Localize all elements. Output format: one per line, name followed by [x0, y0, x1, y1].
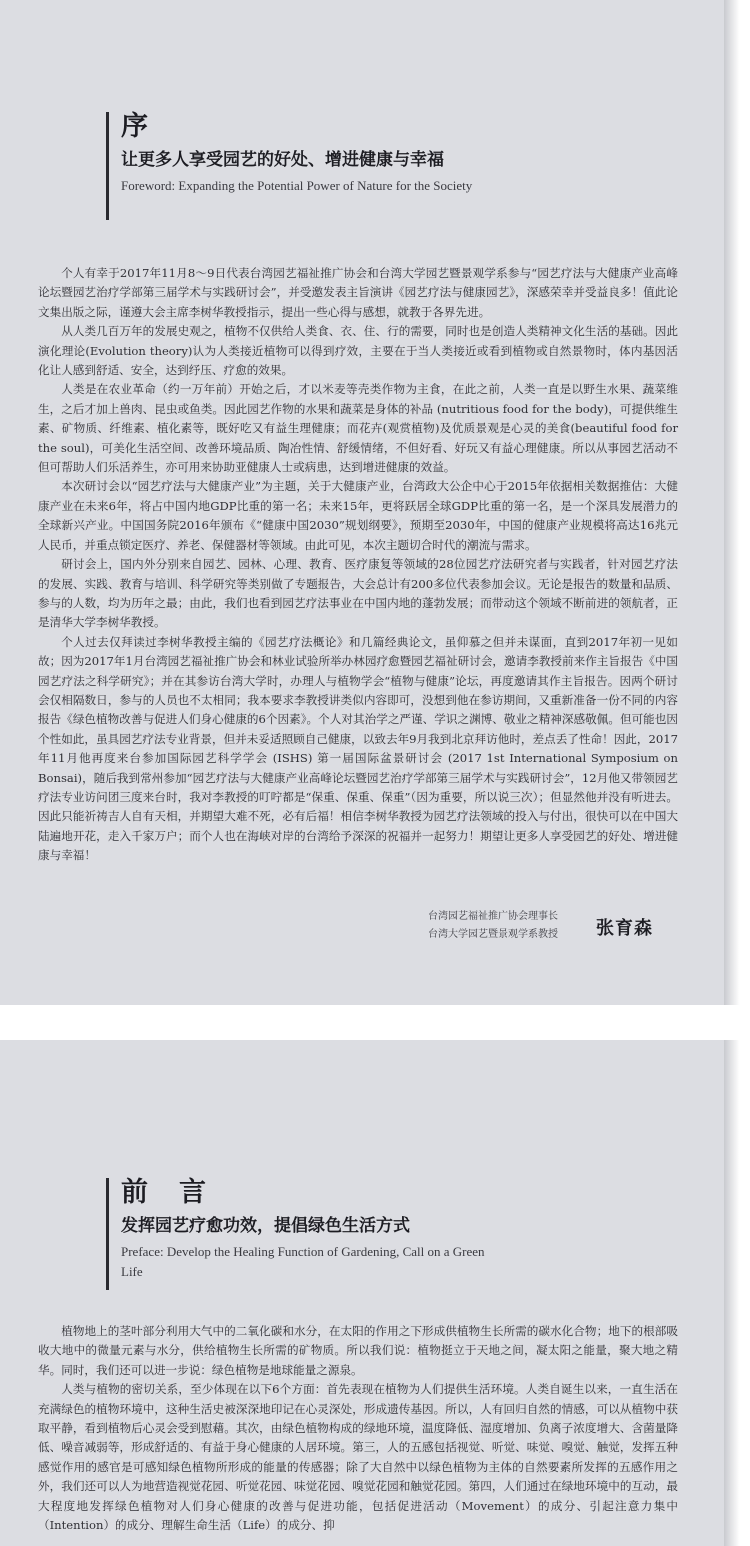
foreword-paragraph: 个人过去仅拜读过李树华教授主编的《园艺疗法概论》和几篇经典论文，虽仰慕之但并未谋面，直到2017年初一见如故；因为2017年1月台湾园艺福祉推广协会和林业试验所举办林园疗愈暨园艺福祉研讨会，邀请李教授前来作主旨报告《中国园艺疗法之科学研究》；并在其参访台湾大学时，办理人与植物学会“植物与健康”论坛，再度邀请其作主旨报告。因两个研讨会仅相隔数日，参与的人员也不太相同；我本要求李教授讲类似内容即可，没想到他在参访期间，又重新准备一份不同的内容报告《绿色植物改善与促进人们身心健康的6个因素》。个人对其治学之严谨、学识之渊博、敬业之精神深感敬佩。但可能也因个性如此，虽具园艺疗法专业背景，但并未妥适照顾自己健康，以致去年9月我到北京拜访他时，差点丢了性命！因此，2017年11月他再度来台参加国际园艺科学学会 (ISHS) 第一届国际盆景研讨会 (2017 1st International Symposium on Bonsai)，随后我到常州参加“园艺疗法与大健康产业高峰论坛暨园艺治疗学部第三届学术与实践研讨会”，12月他又带领园艺疗法专业访问团三度来台时，我对李教授的叮咛都是“保重、保重、保重”（因为重要，所以说三次）；但显然他并没有听进去。因此只能祈祷吉人自有天相，并期望大难不死，必有后福！相信李树华教授为园艺疗法领域的投入与付出，很快可以在中国大陆遍地开花，走入千家万户；而个人也在海峡对岸的台湾给予深深的祝福并一起努力！期望让更多人享受园艺的好处、增进健康与幸福！	[38, 634, 678, 863]
preface-subtitle: 发挥园艺疗愈功效，提倡绿色生活方式	[121, 1216, 410, 1236]
preface-title: 前 言	[121, 1177, 208, 1208]
foreword-body	[38, 264, 678, 866]
signature-name: 张育森	[596, 918, 653, 939]
foreword-heading	[106, 112, 501, 220]
preface-paragraph: 人类与植物的密切关系，至少体现在以下6个方面：首先表现在植物为人们提供生活环境。人类自诞生以来，一直生活在充满绿色的植物环境中，这种生活史被深深地印记在心灵深处，形成遗传基因。所以，人有回归自然的情感，可以从植物中获取平静，看到植物后心灵会受到慰藉。其次，由绿色植物构成的绿地环境，温度降低、湿度增加、负离子浓度增大、含菌量降低、噪音减弱等，形成舒适的、有益于身心健康的人居环境。第三，人的五感包括视觉、听觉、味觉、嗅觉、触觉，发挥五种感觉作用的感官是可感知绿色植物所形成的能量的传感器；除了大自然中以绿色植物为主体的自然要素所发挥的五感作用之外，我们还可以人为地营造视觉花园、听觉花园、味觉花园、嗅觉花园和触觉花园。第四，人们通过在绿地环境中的互动，最大程度地发挥绿色植物对人们身心健康的改善与促进功能，包括促进活动（Movement）的成分、引起注意力集中（Intention）的成分、理解生命生活（Life）的成分、抑	[38, 1382, 678, 1533]
foreword-signature-affiliation	[428, 908, 558, 944]
page-edge-shadow	[724, 0, 750, 1005]
preface-heading	[106, 1178, 501, 1290]
foreword-english-title: Foreword: Expanding the Potential Power of Nature for the Society	[121, 178, 473, 193]
preface-page	[0, 1040, 724, 1546]
foreword-paragraph: 从人类几百万年的发展史观之，植物不仅供给人类食、衣、住、行的需要，同时也是创造人类精神文化生活的基础。因此演化理论(Evolution theory)认为人类接近植物可以得到疗效，主要在于当人类接近或看到植物或自然景物时，体内基因活化让人感到舒适、安全，达到纾压、疗愈的效果。	[38, 324, 678, 378]
preface-body	[38, 1322, 678, 1535]
foreword-subtitle: 让更多人享受园艺的好处、增进健康与幸福	[121, 150, 444, 170]
preface-english-title: Preface: Develop the Healing Function of Gardening, Call on a Green Life	[121, 1244, 485, 1279]
foreword-paragraph: 本次研讨会以“园艺疗法与大健康产业”为主题，关于大健康产业，台湾政大公企中心于2015年依据相关数据推估：大健康产业在未来6年，将占中国内地GDP比重的第一名；未来15年，更将跃居全球GDP比重的第一名，是一个深具发展潜力的全球新兴产业。中国国务院2016年颁布《“健康中国2030”规划纲要》，预期至2030年，中国的健康产业规模将高达16兆元人民币，并重点锁定医疗、养老、保健器材等领域。由此可见，本次主题切合时代的潮流与需求。	[38, 479, 678, 552]
page-edge-shadow	[724, 1040, 750, 1546]
foreword-paragraph: 人类是在农业革命（约一万年前）开始之后，才以米麦等壳类作物为主食，在此之前，人类一直是以野生水果、蔬菜维生，之后才加上兽肉、昆虫或鱼类。因此园艺作物的水果和蔬菜是身体的补品 (nutritious food for the body)，可提供维生素、矿物质、纤维素、植化素等，既好吃又有益生理健康；而花卉(观赏植物)及优质景观是心灵的美食(beautiful food for the soul)，可美化生活空间、改善环境品质、陶冶性情、舒缓情绪，不但好看、好玩又有益心理健康。所以从事园艺活动不但可帮助人们乐活养生，亦可用来协助亚健康人士或病患，达到增进健康的效益。	[38, 382, 678, 475]
signature-line-2: 台湾大学园艺暨景观学系教授	[428, 929, 558, 940]
foreword-paragraph: 个人有幸于2017年11月8～9日代表台湾园艺福祉推广协会和台湾大学园艺暨景观学系参与“园艺疗法与大健康产业高峰论坛暨园艺治疗学部第三届学术与实践研讨会”，并受邀发表主旨演讲《园艺疗法与健康园艺》，深感荣幸并受益良多！值此论文集出版之际，谨遵大会主席李树华教授指示，提出一些心得与感想，就教于各界先进。	[38, 266, 678, 319]
foreword-paragraph: 研讨会上，国内外分别来自园艺、园林、心理、教育、医疗康复等领域的28位园艺疗法研究者与实践者，针对园艺疗法的发展、实践、教育与培训、科学研究等类别做了专题报告，大会总计有200多位代表参加会议。无论是报告的数量和品质、参与的人数，均为历年之最；由此，我们也看到园艺疗法事业在中国内地的蓬勃发展；而带动这个领域不断前进的领航者，正是清华大学李树华教授。	[38, 557, 678, 630]
signature-line-1: 台湾园艺福祉推广协会理事长	[428, 911, 558, 922]
foreword-title: 序	[121, 111, 150, 142]
preface-paragraph: 植物地上的茎叶部分利用大气中的二氧化碳和水分，在太阳的作用之下形成供植物生长所需的碳水化合物；地下的根部吸收大地中的微量元素与水分，供给植物生长所需的矿物质。所以我们说：植物挺立于天地之间，凝太阳之能量，聚大地之精华。同时，我们还可以进一步说：绿色植物是地球能量之源泉。	[38, 1324, 678, 1377]
